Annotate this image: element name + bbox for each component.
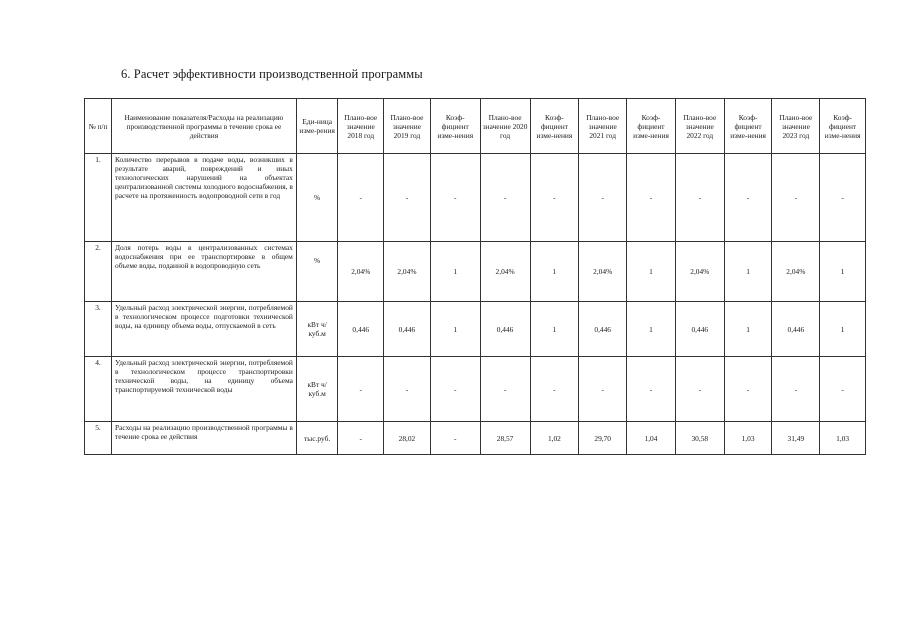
- header-plan-2023: Плано-вое значение 2023 год: [772, 99, 820, 154]
- row-num: 5.: [85, 422, 112, 455]
- row-name: Доля потерь воды в централизованных системах водоснабжения при ее транспортировке в общем объеме воды, поданной в водопроводную сеть: [112, 242, 297, 302]
- header-plan-2019: Плано-вое значение 2019 год: [384, 99, 431, 154]
- row-value: 1: [724, 302, 772, 357]
- row-value: 1,03: [724, 422, 772, 455]
- row-value: 1: [820, 242, 866, 302]
- row-value: -: [627, 154, 676, 242]
- table-row: [85, 302, 866, 357]
- row-value: -: [579, 357, 627, 422]
- row-value: -: [579, 154, 627, 242]
- row-value: 0,446: [772, 302, 820, 357]
- row-value: -: [338, 154, 384, 242]
- row-value: -: [772, 154, 820, 242]
- header-name: Наименование показателя/Расходы на реализацию производственной программы в течение срока ее действия: [112, 99, 297, 154]
- row-value: 1: [820, 302, 866, 357]
- row-value: -: [530, 154, 579, 242]
- row-value: 2,04%: [480, 242, 530, 302]
- row-value: 1: [530, 302, 579, 357]
- row-value: 0,446: [480, 302, 530, 357]
- row-value: -: [675, 154, 724, 242]
- row-num: 3.: [85, 302, 112, 357]
- header-coef-2021: Коэф-фициент изме-нения: [627, 99, 676, 154]
- row-value: 1: [430, 242, 480, 302]
- row-value: 1: [724, 242, 772, 302]
- row-unit: %: [296, 242, 338, 302]
- row-value: -: [384, 357, 431, 422]
- row-value: 1,02: [530, 422, 579, 455]
- row-value: 1: [627, 302, 676, 357]
- row-name: Расходы на реализацию производственной программы в течение срока ее действия: [112, 422, 297, 455]
- row-value: 29,70: [579, 422, 627, 455]
- row-value: -: [384, 154, 431, 242]
- row-value: -: [675, 357, 724, 422]
- row-value: -: [724, 154, 772, 242]
- row-value: 30,58: [675, 422, 724, 455]
- row-value: 2,04%: [675, 242, 724, 302]
- header-unit: Еди-ница изме-рения: [296, 99, 338, 154]
- row-value: -: [724, 357, 772, 422]
- header-plan-2022: Плано-вое значение 2022 год: [675, 99, 724, 154]
- row-value: 1: [530, 242, 579, 302]
- row-value: 0,446: [384, 302, 431, 357]
- efficiency-table: [84, 98, 866, 455]
- row-value: 1: [430, 302, 480, 357]
- row-value: 2,04%: [579, 242, 627, 302]
- row-num: 1.: [85, 154, 112, 242]
- row-name: Удельный расход электрической энергии, потребляемой в технологическом процессе подготовки технической воды, на единицу объема воды, отпускаемой в сеть: [112, 302, 297, 357]
- row-name: Удельный расход электрической энергии, потребляемой в технологическом процессе транспортировки технической воды, на единицу объема транспортируемой технической воды: [112, 357, 297, 422]
- row-num: 4.: [85, 357, 112, 422]
- table-row: [85, 357, 866, 422]
- row-name: Количество перерывов в подаче воды, возникших в результате аварий, повреждений и иных технологических нарушений на объектах централизованной системы холодного водоснабжения, в расчете на протяженность водопроводной сети в год: [112, 154, 297, 242]
- row-value: -: [338, 357, 384, 422]
- header-coef-2020: Коэф-фициент изме-нения: [530, 99, 579, 154]
- row-value: 1,03: [820, 422, 866, 455]
- table-row: [85, 242, 866, 302]
- row-value: -: [430, 422, 480, 455]
- row-value: 28,57: [480, 422, 530, 455]
- row-value: 0,446: [338, 302, 384, 357]
- table-row: [85, 422, 866, 455]
- header-coef-2022: Коэф-фициент изме-нения: [724, 99, 772, 154]
- header-plan-2020: Плано-вое значение 2020 год: [480, 99, 530, 154]
- row-value: -: [772, 357, 820, 422]
- header-plan-2018: Плано-вое значение 2018 год: [338, 99, 384, 154]
- row-value: -: [338, 422, 384, 455]
- row-unit: кВт ч/куб.м: [296, 357, 338, 422]
- row-value: 2,04%: [772, 242, 820, 302]
- header-num: № п/п: [85, 99, 112, 154]
- header-plan-2021: Плано-вое значение 2021 год: [579, 99, 627, 154]
- row-value: -: [530, 357, 579, 422]
- row-value: -: [820, 357, 866, 422]
- row-value: -: [820, 154, 866, 242]
- header-coef-2023: Коэф-фициент изме-нения: [820, 99, 866, 154]
- row-value: -: [480, 154, 530, 242]
- row-value: 2,04%: [338, 242, 384, 302]
- row-value: 28,02: [384, 422, 431, 455]
- table-row: [85, 154, 866, 242]
- row-value: 1,04: [627, 422, 676, 455]
- row-value: -: [430, 357, 480, 422]
- row-value: 2,04%: [384, 242, 431, 302]
- page-title: 6. Расчет эффективности производственной программы: [121, 67, 423, 81]
- row-value: 1: [627, 242, 676, 302]
- row-num: 2.: [85, 242, 112, 302]
- row-value: 0,446: [675, 302, 724, 357]
- row-unit: тыс.руб.: [296, 422, 338, 455]
- row-value: -: [430, 154, 480, 242]
- row-value: -: [480, 357, 530, 422]
- header-coef-2019: Коэф-фициент изме-нения: [430, 99, 480, 154]
- row-unit: кВт ч/куб.м: [296, 302, 338, 357]
- table-header-row: [85, 99, 866, 154]
- row-value: -: [627, 357, 676, 422]
- row-value: 0,446: [579, 302, 627, 357]
- row-unit: %: [296, 154, 338, 242]
- row-value: 31,49: [772, 422, 820, 455]
